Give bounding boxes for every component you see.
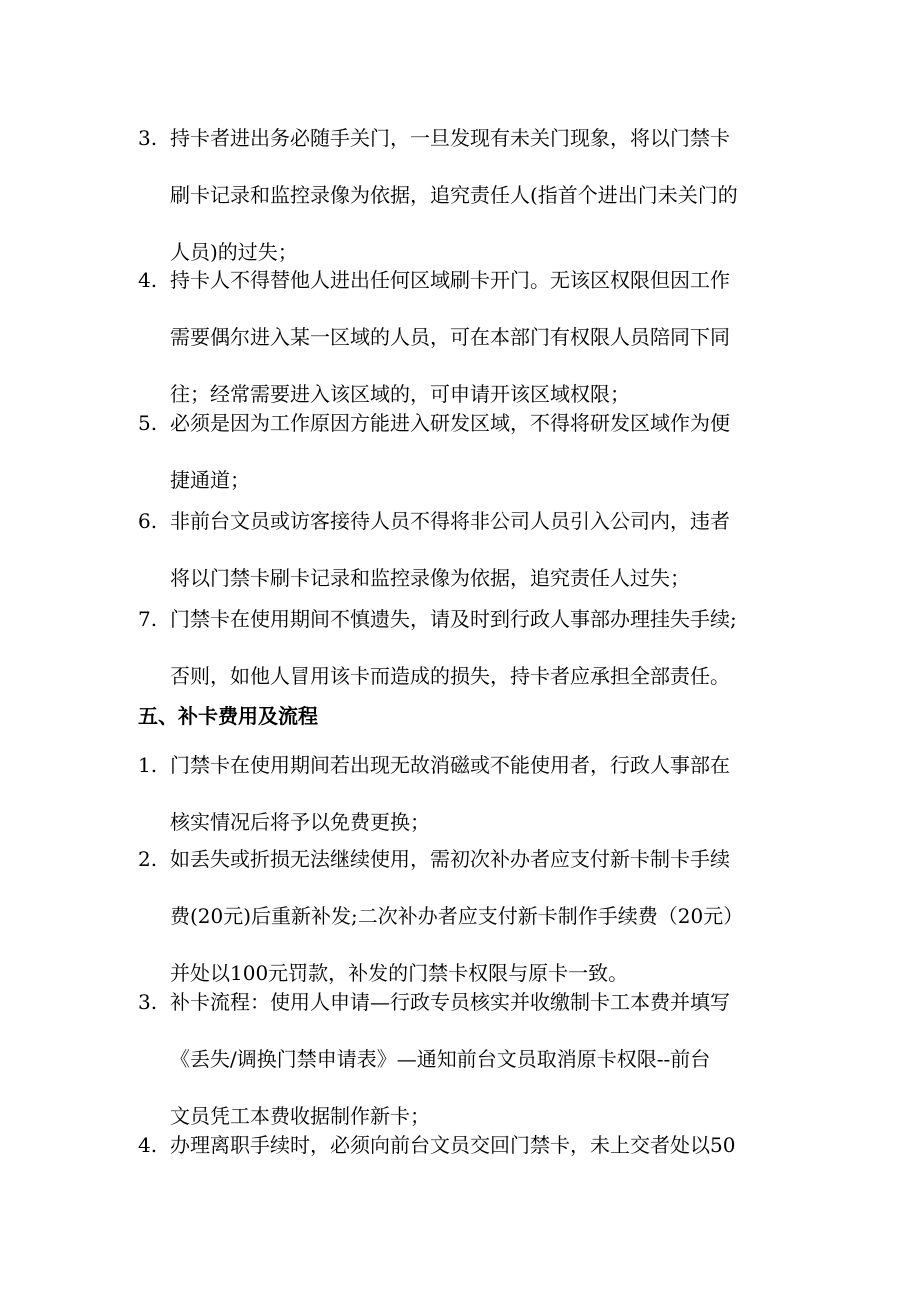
list-item <box>138 1117 798 1174</box>
text-line: 持卡者进出务必随手关门，一旦发现有未关门现象，将以门禁卡 <box>170 126 730 150</box>
list-item <box>138 395 798 509</box>
text-line: 并处以100元罚款，补发的门禁卡权限与原卡一致。 <box>170 961 629 985</box>
item-number: 7. <box>138 607 158 631</box>
text-line: 刷卡记录和监控录像为依据，追究责任人(指首个进出门未关门的 <box>170 183 738 207</box>
list-item <box>138 493 798 607</box>
item-number: 4. <box>138 268 158 292</box>
item-text <box>170 395 798 509</box>
text-line: 需要偶尔进入某一区域的人员，可在本部门有权限人员陪同下同 <box>170 325 730 349</box>
text-line: 门禁卡在使用期间不慎遗失，请及时到行政人事部办理挂失手续; <box>170 607 737 631</box>
text-line: 将以门禁卡刷卡记录和监控录像为依据，追究责任人过失； <box>170 566 690 590</box>
text-line: 否则，如他人冒用该卡而造成的损失，持卡者应承担全部责任。 <box>170 664 730 688</box>
item-number: 3. <box>138 990 158 1014</box>
text-line: 办理离职手续时，必须向前台文员交回门禁卡，未上交者处以50 <box>170 1133 736 1157</box>
text-line: 费(20元)后重新补发;二次补办者应支付新卡制作手续费（20元） <box>170 904 744 928</box>
text-line: 《丢失/调换门禁申请表》—通知前台文员取消原卡权限--前台 <box>170 1047 711 1071</box>
text-line: 必须是因为工作原因方能进入研发区域，不得将研发区域作为便 <box>170 411 730 435</box>
item-number: 4. <box>138 1133 158 1157</box>
text-line: 往；经常需要进入该区域的，可申请开该区域权限； <box>170 382 630 406</box>
text-line: 非前台文员或访客接待人员不得将非公司人员引入公司内，违者 <box>170 509 730 533</box>
text-line: 补卡流程：使用人申请—行政专员核实并收缴制卡工本费并填写 <box>170 990 730 1014</box>
item-number: 3. <box>138 126 158 150</box>
text-line: 文员凭工本费收据制作新卡； <box>170 1104 430 1128</box>
item-number: 2. <box>138 847 158 871</box>
item-text <box>170 493 798 607</box>
section-heading: 五、补卡费用及流程 <box>138 704 318 728</box>
item-number: 6. <box>138 509 158 533</box>
item-text <box>170 1117 798 1174</box>
text-line: 人员)的过失； <box>170 240 298 264</box>
text-line: 核实情况后将予以免费更换； <box>170 810 430 834</box>
item-number: 1. <box>138 753 158 777</box>
text-line: 如丢失或折损无法继续使用，需初次补办者应支付新卡制卡手续 <box>170 847 730 871</box>
item-number: 5. <box>138 411 158 435</box>
text-line: 持卡人不得替他人进出任何区域刷卡开门。无该区权限但因工作 <box>170 268 730 292</box>
text-line: 捷通道； <box>170 468 250 492</box>
text-line: 门禁卡在使用期间若出现无故消磁或不能使用者，行政人事部在 <box>170 753 730 777</box>
